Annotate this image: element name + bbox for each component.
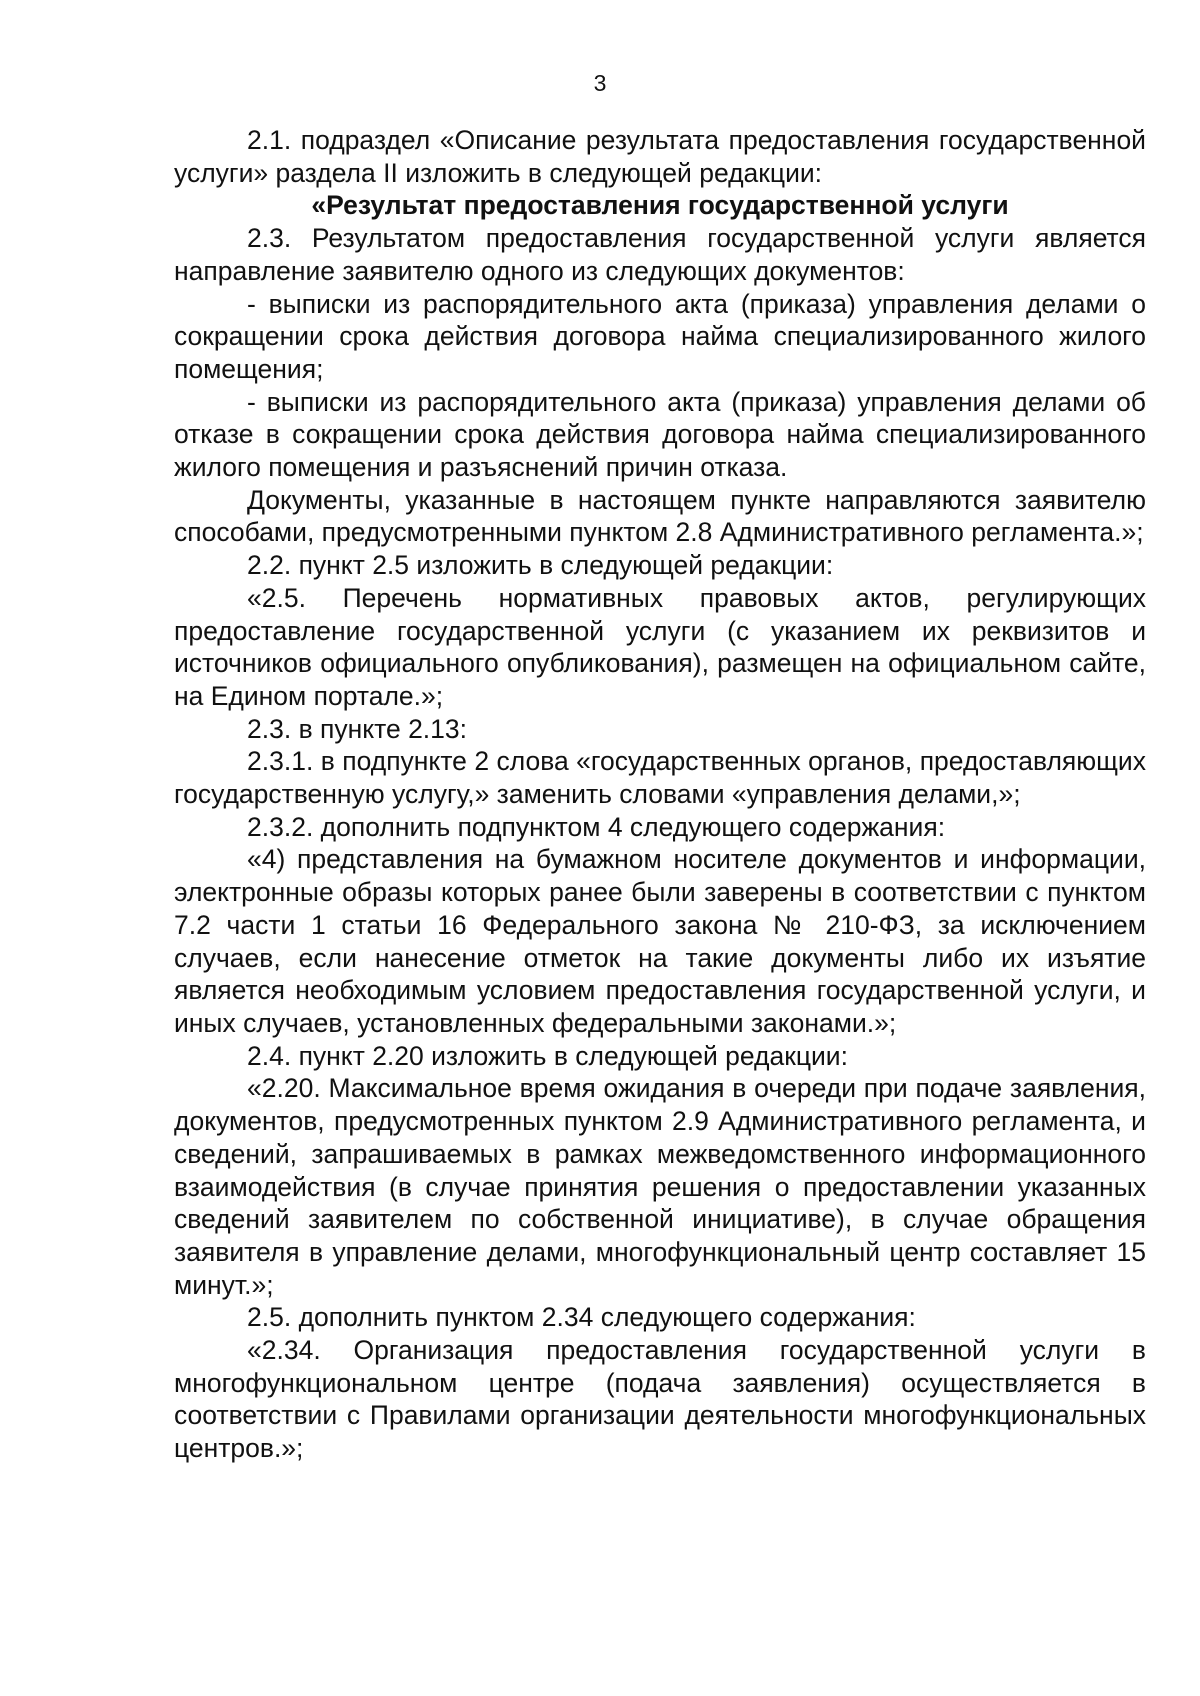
paragraph-2-3: 2.3. в пункте 2.13:	[247, 713, 468, 744]
paragraph-2-3-2: 2.3.2. дополнить подпунктом 4 следующего содержания:	[247, 811, 946, 842]
paragraph-2-34-quote: «2.34. Организация предоставления государственной услуги в многофункциональном центре (подача заявления) осуществляется в соответствии с Правилами организации деятельности многофункциональных центров.»;	[174, 1335, 1146, 1464]
paragraph-2-3-1: 2.3.1. в подпункте 2 слова «государственных органов, предоставляющих государственную услугу,» заменить словами «управления делами,»;	[174, 746, 1146, 810]
paragraph-2-2: 2.2. пункт 2.5 изложить в следующей редакции:	[247, 550, 834, 581]
paragraph-2-5: 2.5. дополнить пунктом 2.34 следующего содержания:	[247, 1302, 916, 1333]
paragraph-2-4: 2.4. пункт 2.20 изложить в следующей редакции:	[247, 1040, 848, 1071]
paragraph-2-5-quote: «2.5. Перечень нормативных правовых актов, регулирующих предоставление государственной услуги (с указанием их реквизитов и источников официального опубликования), размещен на официальном сайте, на Едином портале.»;	[174, 582, 1146, 711]
paragraph-2-1-intro: 2.1. подраздел «Описание результата предоставления государственной услуги» раздела II изложить в следующей редакции:	[174, 125, 1146, 188]
paragraph-subitem-4-quote: «4) представления на бумажном носителе документов и информации, электронные образы которых ранее были заверены в соответствии с пунктом 7.2 части 1 статьи 16 Федерального закона № 210-ФЗ, за исключением случаев, если нанесение отметок на такие документы либо их изъятие является необходимым условием предоставления государственной услуги, и иных случаев, установленных федеральными законами.»;	[174, 844, 1146, 1038]
list-item-reduction: - выписки из распорядительного акта (приказа) управления делами о сокращении срока действия договора найма специализированного жилого помещения;	[174, 288, 1146, 384]
paragraph-2-20-quote: «2.20. Максимальное время ожидания в очереди при подаче заявления, документов, предусмотренных пунктом 2.9 Административного регламента, и сведений, запрашиваемых в рамках межведомственного информационного взаимодействия (в случае принятия решения о предоставлении указанных сведений заявителем по собственной инициативе), в случае обращения заявителя в управление делами, многофункциональный центр составляет 15 минут.»;	[174, 1073, 1146, 1300]
document-body	[174, 124, 1146, 1465]
list-item-refusal: - выписки из распорядительного акта (приказа) управления делами об отказе в сокращении срока действия договора найма специализированного жилого помещения и разъяснений причин отказа.	[174, 386, 1146, 483]
subsection-heading: «Результат предоставления государственной услуги	[311, 190, 1009, 221]
page-number: 3	[593, 70, 607, 96]
paragraph-delivery-methods: Документы, указанные в настоящем пункте направляются заявителю способами, предусмотренными пунктом 2.8 Административного регламента.»;	[174, 484, 1146, 548]
paragraph-2-3-result: 2.3. Результатом предоставления государственной услуги является направление заявителю одного из следующих документов:	[174, 223, 1146, 286]
